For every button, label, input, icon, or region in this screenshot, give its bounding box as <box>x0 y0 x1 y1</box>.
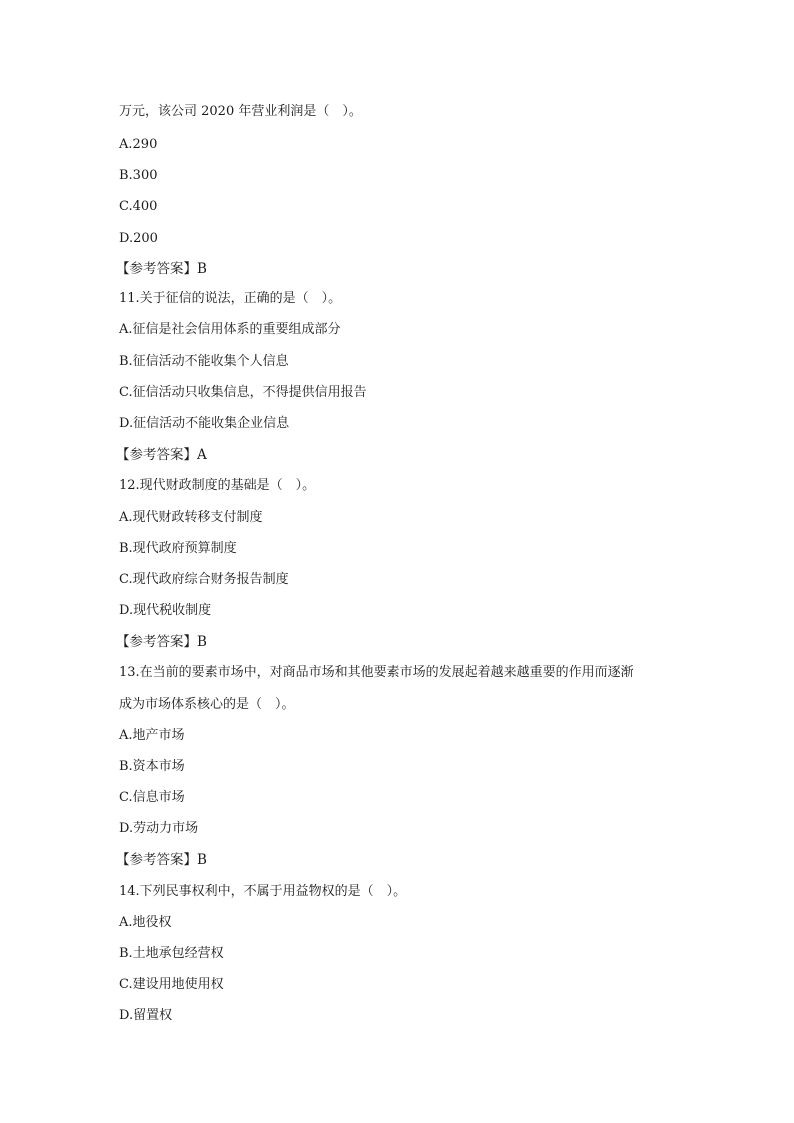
q11-answer: 【参考答案】A <box>116 447 207 463</box>
q10-option-d: D.200 <box>119 231 158 246</box>
q11-option-d: D.征信活动不能收集企业信息 <box>119 416 290 431</box>
q14-option-d: D.留置权 <box>119 1008 173 1023</box>
question-13-line-1: 13.在当前的要素市场中，对商品市场和其他要素市场的发展起着越来越重要的作用而逐渐 <box>119 665 634 680</box>
q14-option-b: B.土地承包经营权 <box>119 946 224 961</box>
q11-option-a: A.征信是社会信用体系的重要组成部分 <box>119 322 341 337</box>
q13-option-b: B.资本市场 <box>119 759 185 774</box>
q13-answer: 【参考答案】B <box>116 852 207 868</box>
question-13-line-2: 成为市场体系核心的是（ ）。 <box>119 697 295 712</box>
q12-option-b: B.现代政府预算制度 <box>119 541 237 556</box>
q13-option-d: D.劳动力市场 <box>119 821 199 836</box>
q13-option-c: C.信息市场 <box>119 790 185 805</box>
q12-option-a: A.现代财政转移支付制度 <box>119 510 263 525</box>
question-12: 12.现代财政制度的基础是（ ）。 <box>119 478 316 493</box>
q12-option-c: C.现代政府综合财务报告制度 <box>119 572 289 587</box>
q12-option-d: D.现代税收制度 <box>119 603 212 618</box>
q13-option-a: A.地产市场 <box>119 728 185 743</box>
q14-option-a: A.地役权 <box>119 915 172 930</box>
question-10-continuation: 万元，该公司 2020 年营业利润是（ ）。 <box>119 104 362 119</box>
q10-answer: 【参考答案】B <box>116 261 207 277</box>
q12-answer: 【参考答案】B <box>116 634 207 650</box>
q14-option-c: C.建设用地使用权 <box>119 977 224 992</box>
q10-option-a: A.290 <box>119 137 158 152</box>
q10-option-c: C.400 <box>119 199 158 214</box>
q11-option-c: C.征信活动只收集信息，不得提供信用报告 <box>119 385 367 400</box>
q11-option-b: B.征信活动不能收集个人信息 <box>119 354 289 369</box>
question-14: 14.下列民事权利中，不属于用益物权的是（ ）。 <box>119 884 407 899</box>
q10-option-b: B.300 <box>119 168 158 183</box>
question-11: 11.关于征信的说法，正确的是（ ）。 <box>119 291 342 306</box>
